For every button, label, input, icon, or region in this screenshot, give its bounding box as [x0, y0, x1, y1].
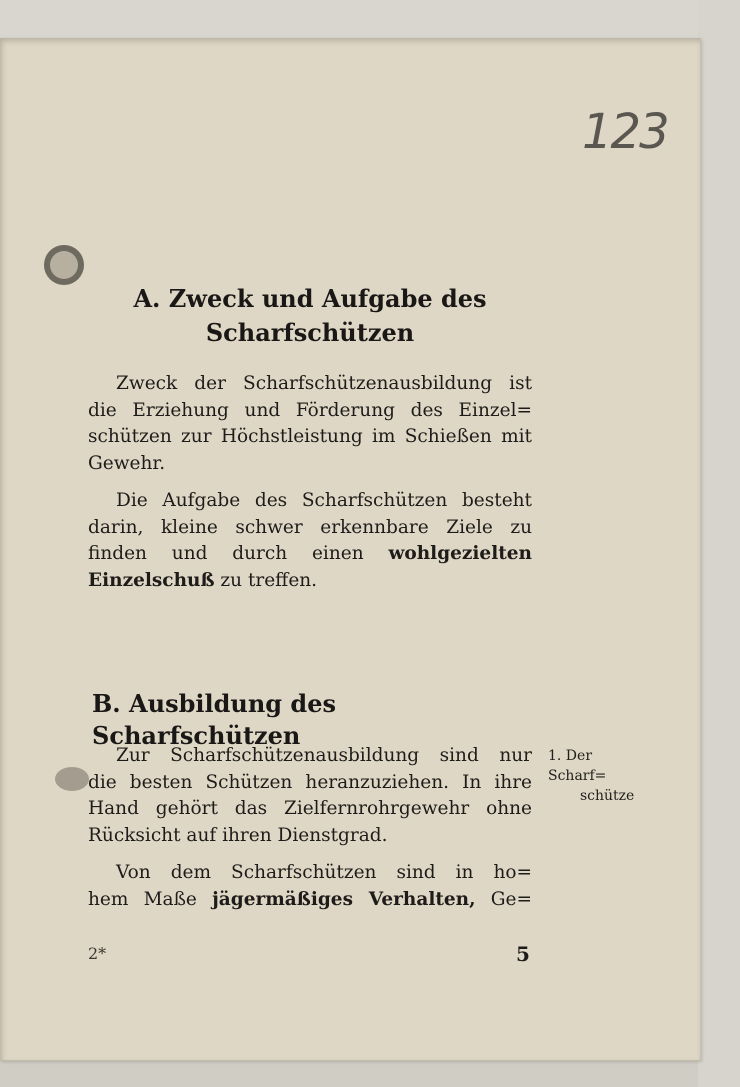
section-b-paragraph-1: [88, 743, 532, 849]
desk-background: [0, 0, 740, 38]
printer-signature-mark: 2*: [88, 944, 107, 963]
text-line: Rücksicht auf ihren Dienstgrad.: [88, 824, 388, 846]
text-line: Die Aufgabe des Scharfschützen besteht: [116, 490, 532, 511]
punch-hole: [44, 245, 84, 285]
bold-text: jägermäßiges Verhalten,: [212, 888, 476, 910]
text-line: schützen zur Höchstleistung im Schießen mit: [88, 426, 532, 447]
marginal-note-line2: schütze: [580, 788, 635, 804]
text-line: die Erziehung und Förderung des Einzel=: [88, 399, 532, 421]
bold-text: wohlgezielten: [388, 543, 532, 564]
text-line: Zweck der Scharfschützenausbildung ist: [116, 373, 532, 394]
marginal-note: [548, 746, 638, 806]
text-run: hem Maße: [88, 888, 213, 910]
text-run: zu treffen.: [214, 569, 318, 591]
text-line: Von dem Scharfschützen sind in ho=: [116, 862, 532, 883]
section-a-heading: [90, 282, 530, 350]
text-line: Hand gehört das Zielfernrohrgewehr ohne: [88, 798, 532, 819]
page-number: 5: [516, 942, 530, 966]
section-a-heading-line1: A. Zweck und Aufgabe des: [133, 284, 487, 313]
desk-edge: [698, 0, 740, 1087]
text-run: finden und durch einen: [88, 543, 389, 564]
section-b-paragraph-2: [88, 860, 532, 913]
bold-text: Einzelschuß: [88, 569, 215, 591]
ink-smudge: [55, 767, 89, 791]
text-line: die besten Schützen heranzuziehen. In ihre: [88, 771, 532, 793]
text-line: [88, 887, 532, 914]
text-run: Ge=: [475, 888, 532, 910]
section-a-heading-line2: Scharfschützen: [205, 318, 415, 347]
text-line: [88, 568, 532, 595]
handwritten-folio-number: 123: [582, 104, 668, 160]
section-b-heading: B. Ausbildung des Scharfschützen: [92, 689, 336, 750]
section-a-paragraph-1: [88, 371, 532, 477]
text-line: [88, 541, 532, 568]
section-a-paragraph-2: [88, 488, 532, 594]
marginal-note-line1: 1. Der Scharf=: [548, 748, 607, 784]
text-line: Zur Scharfschützenausbildung sind nur: [116, 745, 532, 766]
text-line: darin, kleine schwer erkennbare Ziele zu: [88, 516, 532, 538]
text-line: Gewehr.: [88, 452, 166, 474]
